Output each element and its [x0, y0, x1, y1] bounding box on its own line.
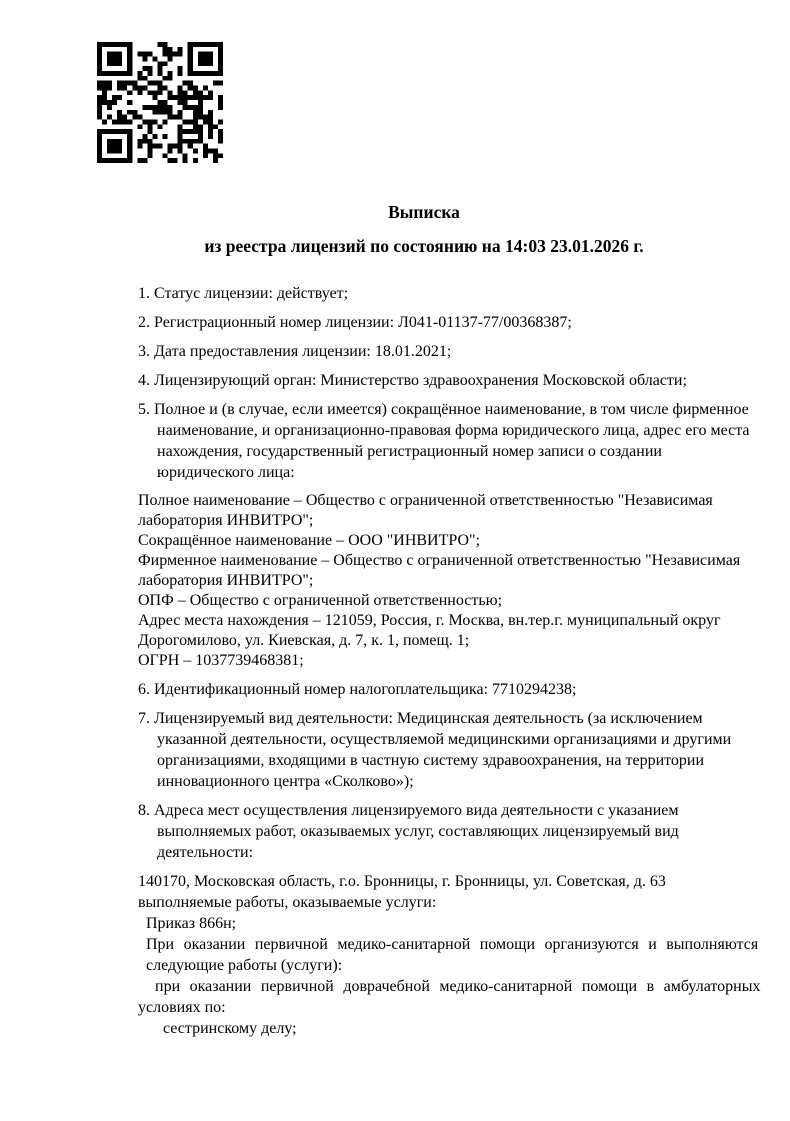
document-line: 4. Лицензирующий орган: Министерство здравоохранения Московской области; — [138, 372, 687, 389]
document-body — [138, 283, 761, 1039]
page-title: Выписка — [388, 202, 460, 222]
document-line: выполняемые работы, оказываемые услуги: — [138, 894, 437, 911]
document-line: 7. Лицензируемый вид деятельности: Медицинская деятельность (за исключением — [138, 710, 703, 727]
document-line: выполняемых работ, оказываемых услуг, составляющих лицензируемый вид — [157, 823, 679, 840]
document-line: Дорогомилово, ул. Киевская, д. 7, к. 1, помещ. 1; — [138, 632, 470, 649]
document-line: инновационного центра «Сколково»); — [157, 773, 414, 790]
paragraph-addr-9 — [138, 871, 761, 1039]
document-line: организациями, входящими в частную систему здравоохранения, на территории — [157, 752, 705, 769]
paragraph-item-4 — [138, 399, 753, 483]
page-subtitle: из реестра лицензий по состоянию на 14:03 23.01.2026 г. — [204, 236, 644, 256]
paragraph-item-2 — [138, 341, 753, 362]
document-line: 3. Дата предоставления лицензии: 18.01.2021; — [138, 343, 452, 360]
document-line: Полное наименование – Общество с ограниченной ответственностью "Независимая — [138, 492, 713, 509]
document-line: следующие работы (услуги): — [146, 957, 343, 974]
document-line: Адрес места нахождения – 121059, Россия, г. Москва, вн.тер.г. муниципальный округ — [138, 612, 721, 629]
document-line: лаборатория ИНВИТРО"; — [138, 512, 314, 529]
document-line: 6. Идентификационный номер налогоплательщика: 7710294238; — [138, 681, 577, 698]
document-line: ОГРН – 1037739468381; — [138, 652, 304, 669]
document-line: 1. Статус лицензии: действует; — [138, 285, 349, 302]
document-line: условиях по: — [138, 999, 226, 1016]
document-line: Сокращённое наименование – ООО "ИНВИТРО"; — [138, 532, 481, 549]
document-line: сестринскому делу; — [163, 1020, 297, 1037]
paragraph-org-5 — [138, 491, 753, 671]
document-line: 140170, Московская область, г.о. Бронницы, г. Бронницы, ул. Советская, д. 63 — [138, 873, 666, 890]
document-line: При оказании первичной медико-санитарной помощи организуются и выполняются — [146, 936, 759, 953]
document-line: 5. Полное и (в случае, если имеется) сокращённое наименование, в том числе фирменное — [138, 401, 749, 418]
paragraph-item-8 — [138, 800, 753, 863]
document-line: при оказании первичной доврачебной медико-санитарной помощи в амбулаторных — [155, 978, 761, 995]
paragraph-item-3 — [138, 370, 753, 391]
document-line: указанной деятельности, осуществляемой медицинскими организациями и другими — [157, 731, 732, 748]
document-line: деятельности: — [157, 844, 254, 861]
document-line: 2. Регистрационный номер лицензии: Л041-01137-77/00368387; — [138, 314, 572, 331]
document-line: Приказ 866н; — [146, 915, 237, 932]
paragraph-item-0 — [138, 283, 753, 304]
document-line: юридического лица: — [157, 464, 295, 481]
document-line: лаборатория ИНВИТРО"; — [138, 572, 314, 589]
document-line: Фирменное наименование – Общество с ограниченной ответственностью "Независимая — [138, 552, 741, 569]
paragraph-item-6 — [138, 679, 753, 700]
document-line: 8. Адреса мест осуществления лицензируемого вида деятельности с указанием — [138, 802, 679, 819]
document-line: ОПФ – Общество с ограниченной ответственностью; — [138, 592, 503, 609]
paragraph-item-7 — [138, 708, 753, 792]
qr-code-icon — [97, 42, 223, 163]
document-line: нахождения, государственный регистрационный номер записи о создании — [157, 443, 662, 460]
document-line: наименование, и организационно-правовая форма юридического лица, адрес его места — [157, 422, 750, 439]
paragraph-item-1 — [138, 312, 753, 333]
